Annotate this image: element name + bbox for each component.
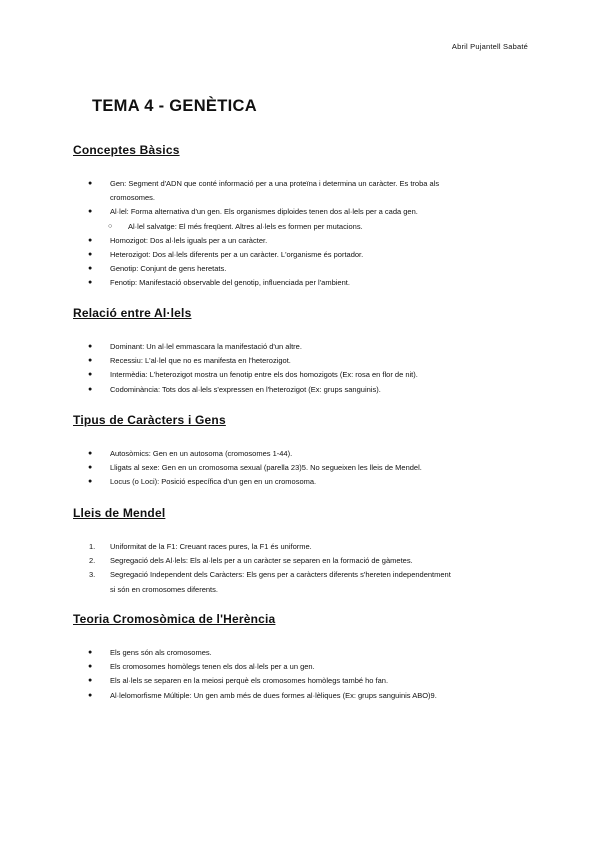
section-heading: Teoria Cromosòmica de l'Herència xyxy=(73,612,276,626)
item-number: 1. xyxy=(89,542,96,551)
section-conceptes-basics xyxy=(73,143,533,291)
bullet-icon: ● xyxy=(88,691,93,699)
list-item xyxy=(73,248,533,262)
item-text: Els al·lels se separen en la meiosi perquè els cromosomes homòlegs també ho fan. xyxy=(110,676,389,686)
bullet-list xyxy=(73,447,533,490)
bullet-icon: ● xyxy=(88,180,93,187)
item-text: Al·lelomorfisme Múltiple: Un gen amb més de dues formes al·lèliques (Ex: grups sanguinis ABO)9. xyxy=(110,690,437,700)
item-text: Recessiu: L'al·lel que no es manifesta en l'heterozigot. xyxy=(110,356,291,366)
list-item xyxy=(73,234,533,248)
bullet-icon: ● xyxy=(88,663,93,671)
item-text: Locus (o Loci): Posició específica d'un gen en un cromosoma. xyxy=(110,477,317,487)
section-tipus-caracters xyxy=(73,413,533,490)
item-text: Autosòmics: Gen en un autosoma (cromosomes 1-44). xyxy=(110,449,293,458)
bullet-icon: ● xyxy=(88,265,93,273)
author-name: Abril Pujantell Sabaté xyxy=(451,42,528,51)
item-number: 3. xyxy=(89,570,96,580)
section-heading: Lleis de Mendel xyxy=(73,506,166,520)
section-heading: Relació entre Al·lels xyxy=(73,306,192,320)
list-item xyxy=(73,354,533,368)
list-item xyxy=(73,276,533,290)
item-text: Al·lel: Forma alternativa d'un gen. Els organismes diploides tenen dos al·lels per a cada gen. xyxy=(110,207,418,217)
item-text: Els gens són als cromosomes. xyxy=(110,648,212,657)
section-lleis-mendel xyxy=(73,506,533,597)
section-heading: Conceptes Bàsics xyxy=(73,143,180,157)
bullet-icon: ● xyxy=(88,450,93,457)
bullet-icon: ● xyxy=(88,251,93,259)
section-relacio-alleles xyxy=(73,306,533,397)
list-item xyxy=(73,554,533,568)
item-text: Fenotip: Manifestació observable del genotip, influenciada per l'ambient. xyxy=(110,278,350,288)
item-text: Codominància: Tots dos al·lels s'expressen en l'heterozigot (Ex: grups sanguinis). xyxy=(110,384,381,394)
item-text: Genotip: Conjunt de gens heretats. xyxy=(110,264,227,274)
item-text: Homozigot: Dos al·lels iguals per a un caràcter. xyxy=(110,235,268,245)
bullet-icon: ● xyxy=(88,478,93,486)
item-text: Lligats al sexe: Gen en un cromosoma sexual (parella 23)5. No segueixen les lleis de Mendel. xyxy=(110,463,422,473)
list-item xyxy=(73,674,533,688)
item-text: Dominant: Un al·lel emmascara la manifestació d'un altre. xyxy=(110,342,302,351)
bullet-list xyxy=(73,340,533,397)
section-teoria-cromosomica xyxy=(73,612,533,703)
bullet-icon: ● xyxy=(88,649,93,656)
list-item xyxy=(73,689,533,703)
list-item xyxy=(73,540,533,554)
list-item xyxy=(73,340,533,354)
item-text: Uniformitat de la F1: Creuant races pures, la F1 és uniforme. xyxy=(110,542,312,551)
section-heading: Tipus de Caràcters i Gens xyxy=(73,413,226,427)
list-item xyxy=(73,205,533,219)
item-text-continuation: cromosomes. xyxy=(110,193,156,203)
list-item xyxy=(73,461,533,475)
list-item xyxy=(73,177,533,205)
list-item xyxy=(73,646,533,660)
bullet-icon: ● xyxy=(88,208,93,216)
item-text-continuation: si són en cromosomes diferents. xyxy=(110,584,218,594)
bullet-icon: ● xyxy=(88,385,93,393)
list-item xyxy=(73,447,533,461)
bullet-list xyxy=(73,646,533,703)
item-text: Segregació dels Al·lels: Els al·lels per a un caràcter se separen en la formació de gàmetes. xyxy=(110,556,413,566)
circle-bullet-icon: ○ xyxy=(108,222,113,230)
item-text: Heterozigot: Dos al·lels diferents per a un caràcter. L'organisme és portador. xyxy=(110,250,364,260)
item-text: Segregació Independent dels Caràcters: Els gens per a caràcters diferents s'hereten independentment xyxy=(110,570,451,580)
bullet-icon: ● xyxy=(88,464,93,472)
list-item xyxy=(73,383,533,397)
bullet-icon: ● xyxy=(88,236,93,244)
item-text: Els cromosomes homòlegs tenen els dos al·lels per a un gen. xyxy=(110,662,315,672)
bullet-list xyxy=(73,177,533,291)
list-item xyxy=(73,475,533,489)
item-text: Gen: Segment d'ADN que conté informació per a una proteïna i determina un caràcter. Es troba als xyxy=(110,179,440,188)
sub-list-item xyxy=(73,220,533,234)
bullet-icon: ● xyxy=(88,279,93,287)
document-title: TEMA 4 - GENÈTICA xyxy=(92,97,257,115)
list-item xyxy=(73,368,533,382)
item-text: Intermèdia: L'heterozigot mostra un fenotip entre els dos homozigots (Ex: rosa en flor de nit). xyxy=(110,370,418,380)
list-item xyxy=(73,568,533,596)
numbered-list xyxy=(73,540,533,597)
list-item xyxy=(73,262,533,276)
item-number: 2. xyxy=(89,556,96,566)
bullet-icon: ● xyxy=(88,677,93,685)
list-item xyxy=(73,660,533,674)
bullet-icon: ● xyxy=(88,343,93,350)
bullet-icon: ● xyxy=(88,357,93,365)
bullet-icon: ● xyxy=(88,371,93,379)
item-text: Al·lel salvatge: El més freqüent. Altres al·lels es formen per mutacions. xyxy=(128,221,363,231)
